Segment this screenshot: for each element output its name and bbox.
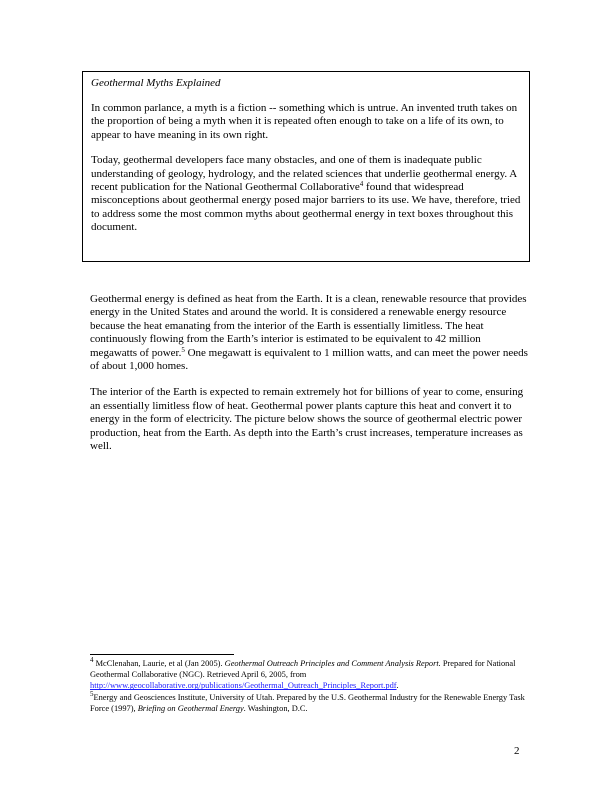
- footnote-5-title: Briefing on Geothermal Energy: [137, 703, 244, 713]
- footnote-5: [90, 689, 530, 714]
- body-text: [90, 293, 530, 466]
- footnote-5-text: Energy and Geosciences Institute, University of Utah. Prepared by the U.S. Geothermal Industry for the Renewable Energy Task Force (1997),: [90, 692, 525, 713]
- footnote-4-details: Prepared for National Geothermal Collaborative (NGC). Retrieved April 6, 2005, from: [90, 659, 516, 680]
- box-paragraph-2-text: Today, geothermal developers face many obstacles, and one of them is inadequate public understanding of geology, hydrology, and the related sciences that underlie geothermal energy. A recent publication for the National Geothermal Collaborative: [91, 154, 517, 194]
- footnote-4: [90, 658, 530, 692]
- footnote-4-end: .: [396, 681, 399, 691]
- body-paragraph-2: The interior of the Earth is expected to remain extremely hot for billions of year to come, ensuring an essentially limitless flow of heat. Geothermal power plants capture this heat and convert it to energy in the form of electricity. The picture below shows the source of geothermal electric power production, heat from the Earth. As depth into the Earth’s crust increases, temperature increases as well.: [90, 386, 524, 453]
- body-paragraph-1-text: Geothermal energy is defined as heat from the Earth. It is a clean, renewable resource that provides energy in the United States and around the world. It is considered a renewable energy resource because the heat emanating from the interior of the Earth is essentially limitless. The heat continuously flowing from the Earth’s interior is estimated to be equivalent to 42 million megawatts of power.: [90, 293, 527, 359]
- page-number: 2: [514, 745, 520, 757]
- footnote-ref-5[interactable]: 5: [181, 345, 185, 354]
- myth-text-box: [82, 71, 530, 262]
- footnote-4-authors: McClenahan, Laurie, et al (Jan 2005).: [93, 659, 225, 668]
- box-title: Geothermal Myths Explained: [91, 77, 221, 89]
- footnote-4-link[interactable]: http://www.geocollaborative.org/publications/Geothermal_Outreach_Principles_Report.pdf: [90, 681, 397, 691]
- footnote-4-number: 4: [90, 656, 94, 664]
- body-paragraph-1: [90, 293, 530, 373]
- footnote-4-title: Geothermal Outreach Principles and Comment Analysis Report.: [224, 659, 441, 668]
- box-paragraph-2: [91, 154, 521, 234]
- body-paragraph-1-text-cont: One megawatt is equivalent to 1 million watts, and can meet the power needs of about 1,000 homes.: [90, 346, 528, 373]
- box-paragraph-2-text-cont: found that widespread misconceptions about geothermal energy posed major barriers to its use. We have, therefore, tried to address some the most common myths about geothermal energy in text boxes throughout this document.: [91, 181, 521, 234]
- footnote-separator: [90, 654, 234, 655]
- box-paragraph-1: In common parlance, a myth is a fiction -- something which is untrue. An invented truth takes on the proportion of being a myth when it is repeated often enough to take on a life of its own, to appear to have meaning in its own right.: [91, 102, 518, 141]
- footnote-5-number: 5: [90, 689, 94, 698]
- footnote-ref-4[interactable]: 4: [359, 180, 364, 189]
- footnotes: [90, 658, 530, 714]
- footnote-5-end: . Washington, D.C.: [243, 703, 308, 713]
